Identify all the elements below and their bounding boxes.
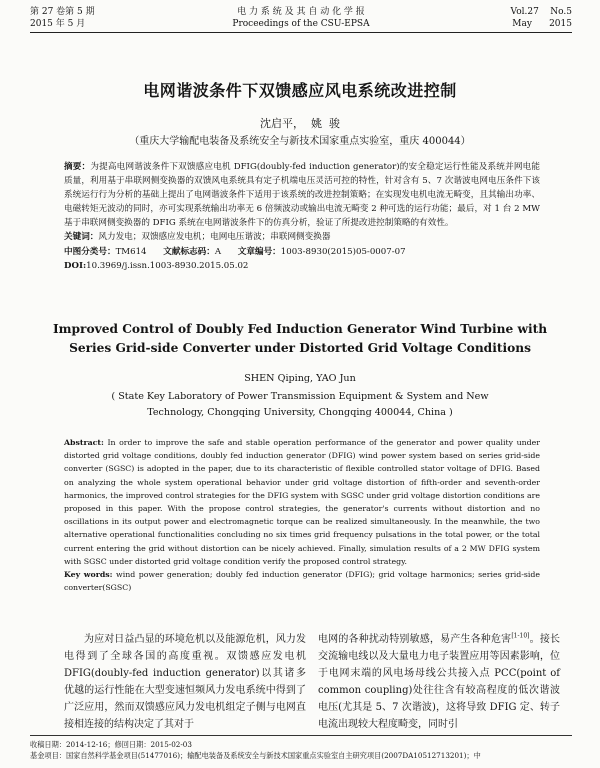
citation-ref[interactable]: [1-10] (511, 632, 530, 640)
body-paragraph: 为应对日益凸显的环境危机以及能源危机，风力发电得到了全球各国的高度重视。双馈感应发电机 DFIG(doubly-fed induction generator)以其诸多优越的运行性能在大型变速恒频风力发电系统中得到了广泛应用，然而双馈感应风力发电机组定子侧与电网直接相连接的结构决定了其对于 (64, 634, 306, 730)
article-no-label: 文章编号： (237, 246, 281, 257)
header-right (511, 6, 572, 30)
journal-name-cn: 电 力 系 统 及 其 自 动 化 学 报 (237, 7, 365, 17)
footnote (30, 735, 572, 761)
volume-en: Vol.27 No.5 (510, 7, 572, 17)
keywords-en: wind power generation; doubly fed induction generator (DFIG); grid voltage harmonics; series grid-side converter(SGSC) (64, 570, 540, 593)
paper-title-cn: 电网谐波条件下双馈感应风电系统改进控制 (143, 81, 457, 100)
abstract-en-text: In order to improve the safe and stable operation performance of the generator and power quality under distorted grid voltage conditions, doubly fed induction generator (DFIG) wind power system based on series grid-side converter (SGSC) is adopted in the paper, due to its characteristic of flexible controlled stator voltage of DFIG. Based on analyzing the whole system operational behavior under grid voltage distortion of fifth-order and seventh-order harmonics, the improved control strategies for the DFIG system with SGSC under grid voltage distortion conditions are proposed in this paper. With the propose control strategies, the generator's currents without distortion and no oscillations in its output power and electromagnetic torque can be realized simultaneously. In the meanwhile, the two alternative operational functionalities concluding no six times grid frequency pulsations in the total power, or the total current entering the grid without distortion can be nicely achieved. Finally, simulation results of a 2 MW DFIG system with SGSC under distorted grid voltage condition verify the proposed control strategy. (64, 438, 540, 566)
affiliation-en-line-2: Technology, Chongqing University, Chongqing 400044, China ) (147, 407, 453, 418)
classification-line (64, 245, 540, 259)
keywords-cn: 风力发电；双馈感应发电机；电网电压谐波；串联网侧变换器 (98, 232, 331, 243)
abstract-en-label: Abstract: (64, 438, 104, 447)
affiliation-en (0, 389, 600, 421)
clc-value: TM614 (115, 246, 147, 257)
date-en: May 2015 (512, 19, 572, 29)
abstract-cn (64, 160, 540, 273)
fund-info: 基金项目：国家自然科学基金项目(51477016)；输配电装备及系统安全与新技术国家重点实验室自主研究项目(2007DA10512713201)；中 (30, 751, 481, 760)
running-header (30, 6, 572, 33)
doc-code-value: A (214, 246, 222, 257)
affiliation-cn: （重庆大学输配电装备及系统安全与新技术国家重点实验室，重庆 400044） (129, 136, 471, 147)
paper-title-en: Improved Control of Doubly Fed Induction Generator Wind Turbine with Series Grid-side Converter under Distorted Grid Voltage Conditions (52, 322, 548, 355)
body-column-right (318, 631, 560, 733)
doc-code-label: 文献标志码： (163, 246, 215, 257)
abstract-cn-text: 为提高电网谐波条件下双馈感应电机 DFIG(doubly-fed induction generator)的安全稳定运行性能及系统并网电能质量，利用基于串联网侧变换器的双馈风电系统具有定子机端电压灵活可控的特性，针对含有 5、7 次谐波电网电压条件下该系统运行行为分析的基础上提出了电网谐波条件下适用于该系统的改进控制策略；在实现发电机电流无畸变，且其输出功率、电磁转矩无波动的同时，亦可实现系统输出功率无 6 倍频波动或输出电流无畸变 2 种可选的运行功能；最后，对 1 台 2 MW 基于串联网侧变换器的 DFIG 系统在电网谐波条件下的仿真分析，验证了所提改进控制策略的有效性。 (64, 162, 540, 229)
date-cn: 2015 年 5 月 (30, 19, 86, 29)
volume-cn: 第 27 卷第 5 期 (30, 7, 95, 17)
doi-label: DOI: (64, 260, 87, 271)
clc-label: 中图分类号： (64, 246, 116, 257)
body-column-left (64, 631, 306, 733)
body-paragraph-continued: 电网的各种扰动特别敏感，易产生各种危害[1-10]。接长交流输电线以及大量电力电子装置应用等因素影响，位于电网末端的风电场母线公共接入点 PCC(point of common coupling)处往往含有较高程度的低次谐波电压(尤其是 5、7 次谐波)，这将导致 DFIG 定、转子电流出现较大程度畸变，同时引 (318, 632, 561, 730)
doi-link[interactable]: 10.3969/j.issn.1003-8930.2015.05.02 (86, 260, 249, 271)
authors-cn: 沈启平， 姚 骏 (260, 117, 340, 130)
article-no-value: 1003-8930(2015)05-0007-07 (280, 246, 406, 257)
keywords-en-label: Key words: (64, 570, 113, 580)
header-center (30, 6, 572, 30)
journal-name-en: Proceedings of the CSU-EPSA (232, 19, 370, 29)
received-date: 收稿日期：2014-12-16；修回日期：2015-02-03 (30, 740, 192, 749)
affiliation-en-line-1: ( State Key Laboratory of Power Transmission Equipment & System and New (111, 391, 489, 402)
keywords-cn-label: 关键词： (64, 232, 99, 243)
abstract-cn-label: 摘要： (64, 162, 91, 172)
abstract-en (64, 436, 540, 594)
authors-en: SHEN Qiping, YAO Jun (244, 373, 356, 384)
